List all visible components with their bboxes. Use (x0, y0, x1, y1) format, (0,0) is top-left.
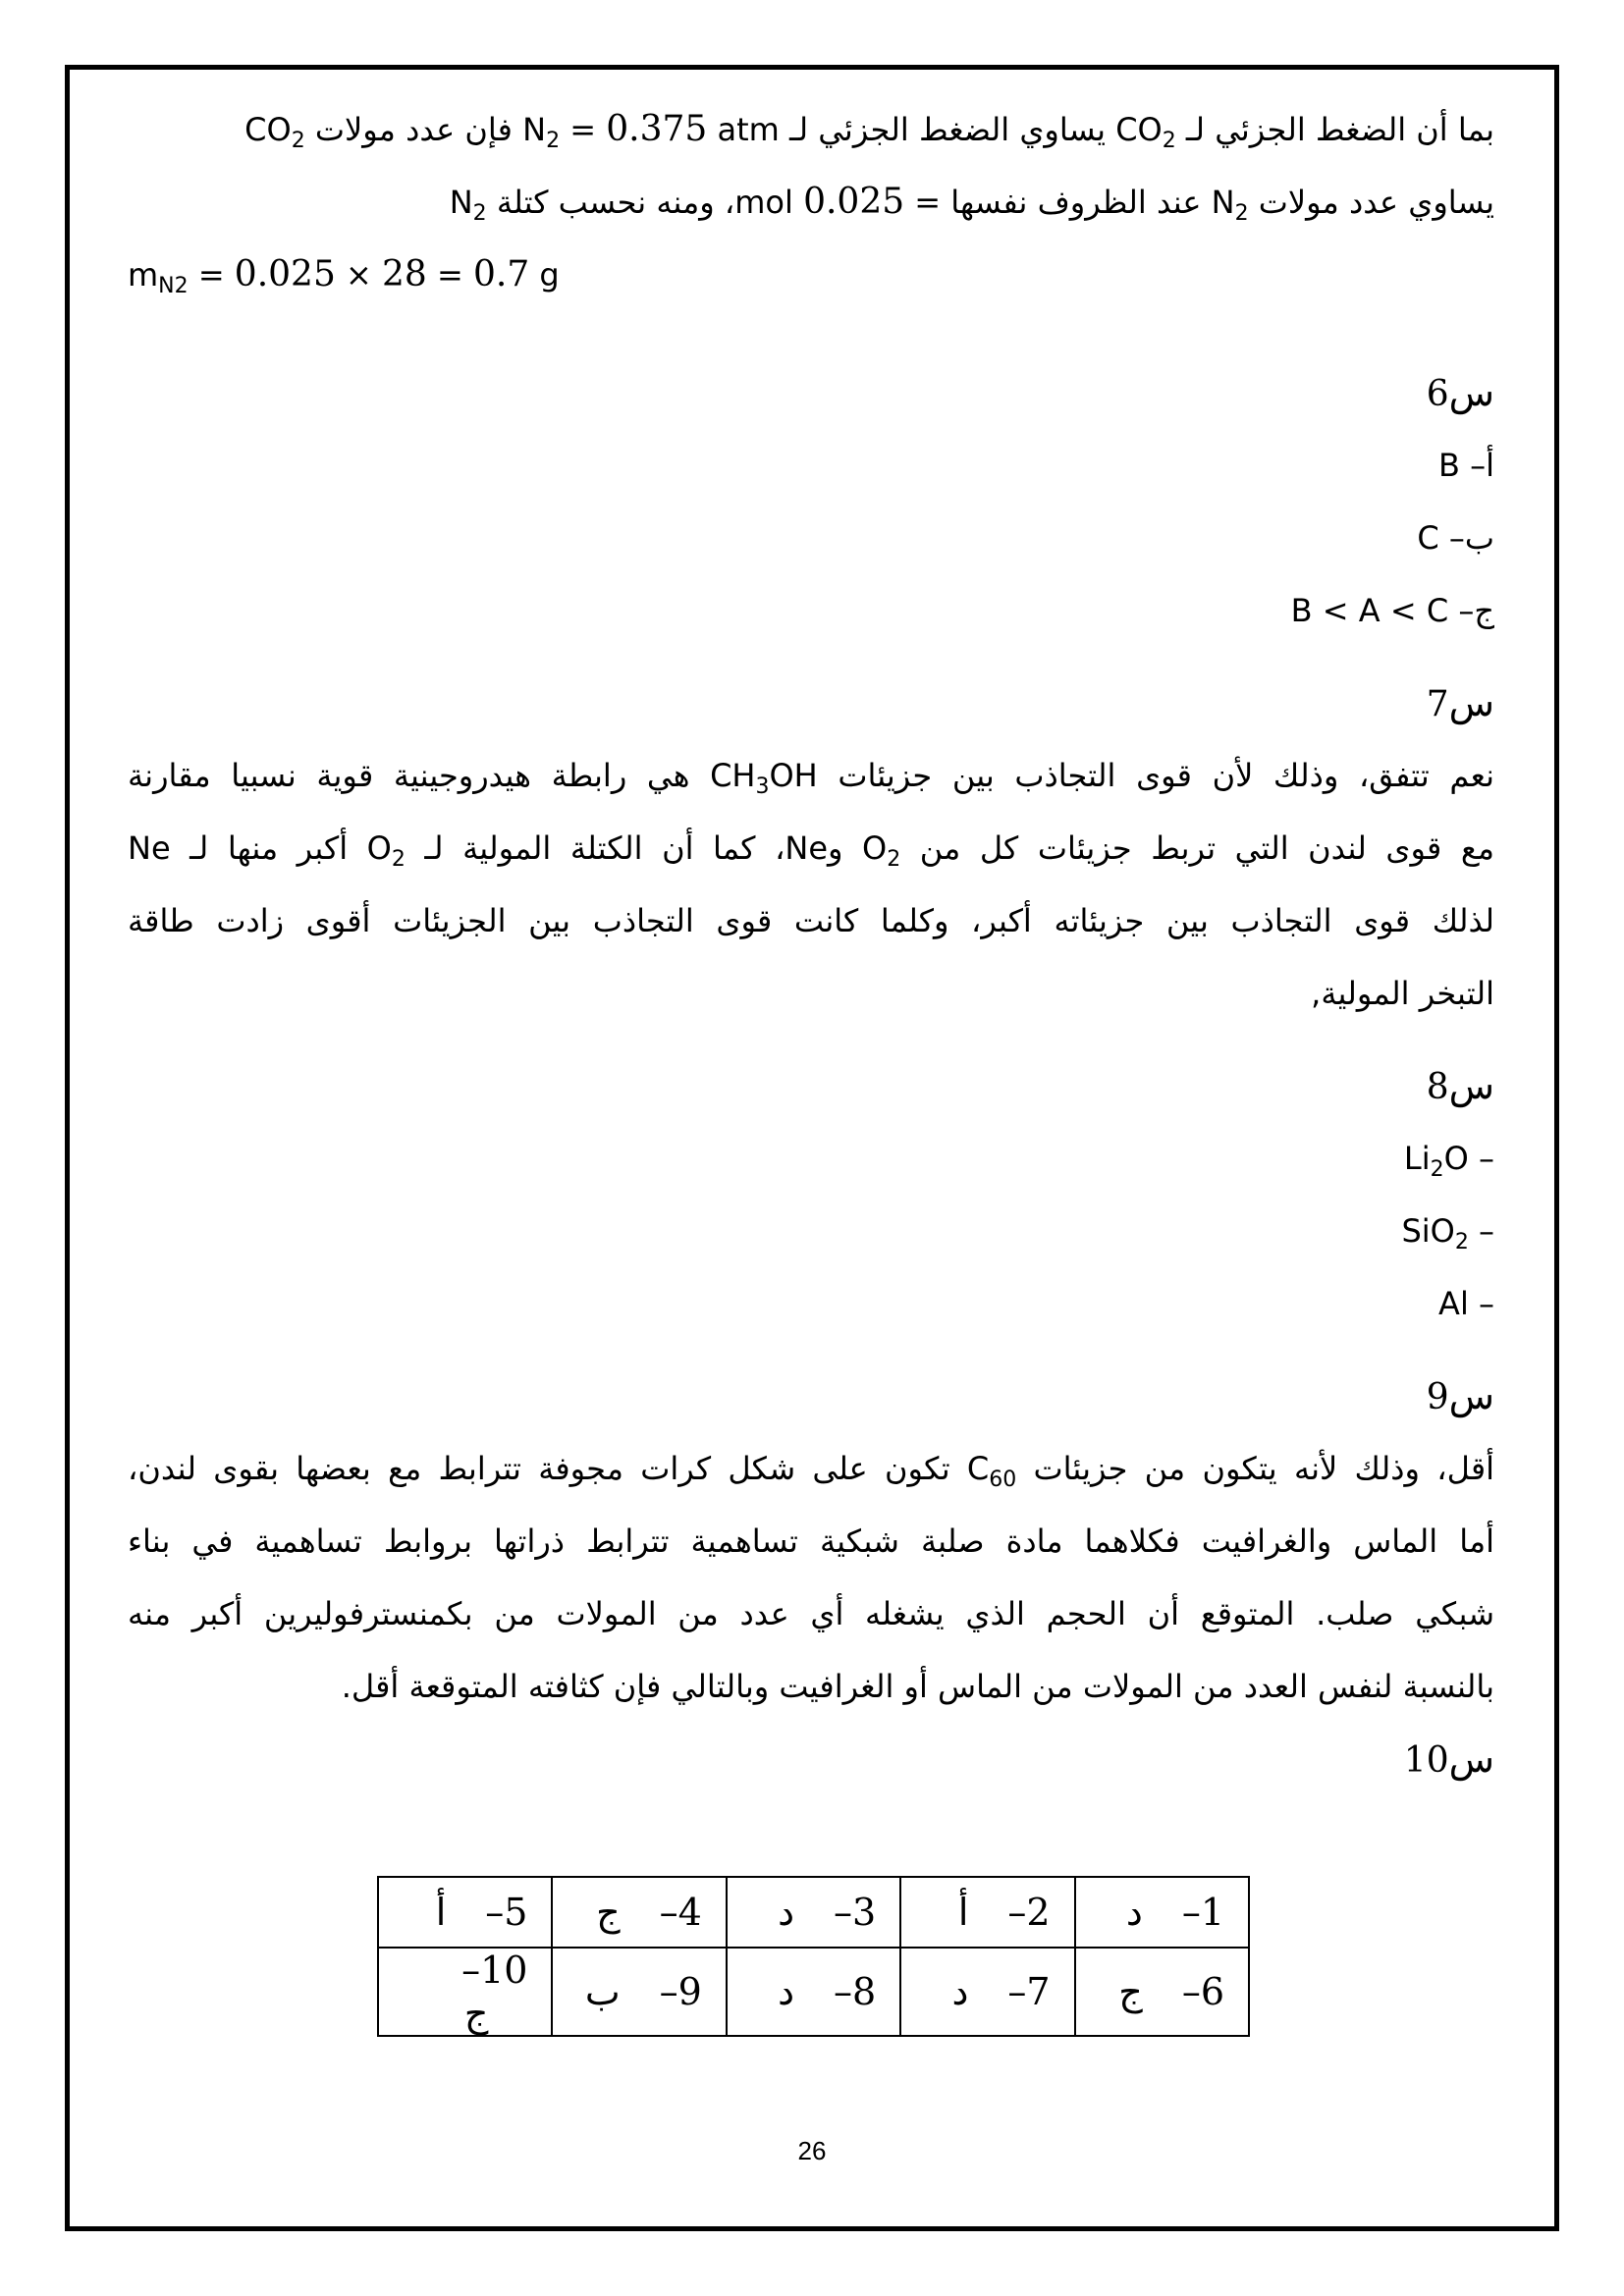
answer-number: 2– (1007, 1891, 1051, 1934)
answer-number: 3– (834, 1891, 877, 1934)
answer-item: – $Li_2O$ (1403, 1140, 1494, 1182)
answer-cell (900, 1877, 1074, 1948)
answer-number: 7– (1007, 1970, 1051, 2013)
paragraph-line: نعم تتفق، وذلك لأن قوى التجاذب بين جزيئات $CH_3OH$ هي رابطة هيدروجينية قوية نسبيا مقارنة (128, 757, 1495, 799)
answer-number: 10– (461, 1949, 528, 1992)
answer-choice: د (951, 1970, 969, 2013)
question-heading: س9 (1426, 1374, 1494, 1417)
answer-choice: ج (596, 1891, 621, 1934)
paragraph-line: لذلك قوى التجاذب بين جزيئاته أكبر، وكلما كانت قوى التجاذب بين الجزيئات أقوى زادت طاقة (128, 902, 1494, 939)
answer-cell (727, 1948, 900, 2036)
answer-cell (900, 1948, 1074, 2036)
answer-number: 9– (659, 1970, 702, 2013)
answer-number: 5– (485, 1891, 528, 1934)
answer-key-table (377, 1876, 1250, 2037)
answer-number: 4– (659, 1891, 702, 1934)
page-number: 26 (797, 2136, 827, 2165)
answer-cell (552, 1877, 726, 1948)
answer-choice: ج (463, 1992, 489, 2035)
answer-number: 6– (1181, 1970, 1224, 2013)
paragraph-line: أقل، وذلك لأنه يتكون من جزيئات $C_{60}$ تكون على شكل كرات مجوفة تترابط مع بعضها بقوى لندن، (128, 1450, 1495, 1492)
answer-row (378, 1948, 1249, 2036)
answer-choice: د (778, 1970, 795, 2013)
paragraph-line: التبخر المولية, (1311, 975, 1494, 1012)
answer-item: – SiO$_2$ (1401, 1212, 1494, 1255)
answer-cell (552, 1948, 726, 2036)
answer-item: ب– C (1417, 519, 1494, 557)
paragraph-line: أما الماس والغرافيت فكلاهما مادة صلبة شبكية تساهمية تترابط ذراتها بروابط تساهمية في بناء (128, 1522, 1494, 1560)
answer-choice: أ (435, 1891, 447, 1934)
paragraph-line: شبكي صلب. المتوقع أن الحجم الذي يشغله أي عدد من المولات من بكمنسترفوليرين أكبر منه (128, 1595, 1494, 1632)
answer-choice: د (778, 1891, 795, 1934)
answer-row (378, 1877, 1249, 1948)
equation-line: $m_{N2} = 0.025 \times 28 = 0.7$ g (128, 254, 560, 298)
answer-choice: د (1125, 1891, 1143, 1934)
answer-cell (1075, 1877, 1249, 1948)
answer-choice: أ (957, 1891, 969, 1934)
answer-item: ج– B < A < C (1290, 592, 1494, 629)
question-heading: س10 (1403, 1737, 1494, 1781)
paragraph-line: يساوي عدد مولات $N_2$ عند الظروف نفسها = 0.025 mol، ومنه نحسب كتلة $N_2$ (449, 182, 1494, 226)
answer-cell (727, 1877, 900, 1948)
page-content (128, 93, 1494, 1795)
paragraph-line: مع قوى لندن التي تربط جزيئات كل من $O_2$ وNe، كما أن الكتلة المولية لـ $O_2$ أكبر منها لـ Ne (128, 829, 1495, 872)
answer-number: 8– (834, 1970, 877, 2013)
answer-item: أ– B (1437, 447, 1494, 484)
answer-number: 1– (1181, 1891, 1224, 1934)
answer-choice: ج (1118, 1970, 1143, 2013)
answer-cell (378, 1877, 552, 1948)
paragraph-line: بالنسبة لنفس العدد من المولات من الماس أو الغرافيت وبالتالي فإن كثافته المتوقعة أقل. (341, 1668, 1494, 1705)
answer-cell (1075, 1948, 1249, 2036)
answer-choice: ب (584, 1970, 621, 2013)
question-heading: س8 (1426, 1064, 1494, 1107)
question-heading: س7 (1426, 681, 1494, 724)
answer-cell (378, 1948, 552, 2036)
question-heading: س6 (1426, 371, 1494, 414)
answer-item: – Al (1438, 1285, 1494, 1322)
paragraph-line: بما أن الضغط الجزئي لـ $CO_2$ يساوي الضغط الجزئي لـ $N_2 = 0.375$ atm فإن عدد مولات $CO_2$ (244, 109, 1494, 153)
